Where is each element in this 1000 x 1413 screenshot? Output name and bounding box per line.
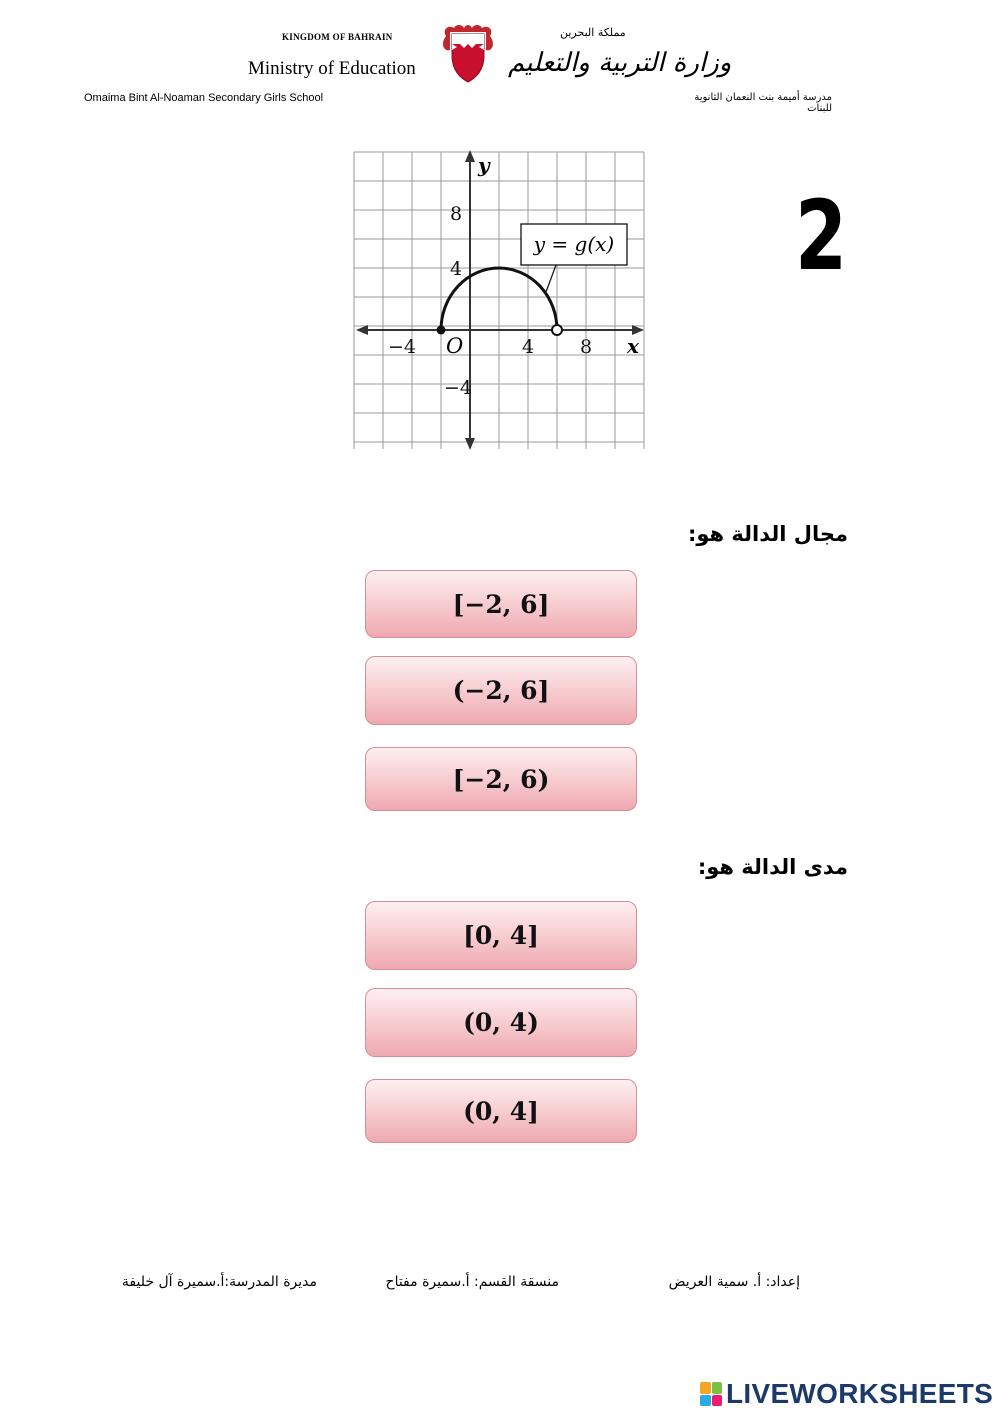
prepared-by: إعداد: أ. سمية العريض xyxy=(668,1274,800,1290)
logo-square-4 xyxy=(712,1395,723,1407)
liveworksheets-logo-icon xyxy=(700,1382,722,1406)
range-option-1[interactable]: [0, 4] xyxy=(365,901,637,970)
logo-square-1 xyxy=(700,1382,711,1394)
liveworksheets-brand[interactable] xyxy=(700,1378,993,1410)
logo-square-2 xyxy=(712,1382,723,1394)
function-graph xyxy=(350,148,648,452)
school-name-ar: مدرسة أميمة بنت النعمان الثانوية للبنات xyxy=(694,92,832,114)
kingdom-ar: مملكة البحرين xyxy=(560,26,626,39)
closed-endpoint xyxy=(437,326,446,335)
school-principal: مديرة المدرسة:أ.سميرة آل خليفة xyxy=(121,1274,317,1290)
x-tick-neg4: −4 xyxy=(388,336,417,358)
bahrain-emblem-icon xyxy=(440,22,496,84)
x-axis-label: x xyxy=(627,334,639,358)
y-tick-neg4: −4 xyxy=(444,377,473,399)
x-tick-4: 4 xyxy=(522,336,535,358)
ministry-en: Ministry of Education xyxy=(248,58,416,79)
x-tick-8: 8 xyxy=(580,336,593,358)
y-tick-8: 8 xyxy=(450,203,463,225)
brand-name: LIVEWORKSHEETS xyxy=(726,1378,994,1409)
domain-option-1[interactable]: [−2, 6] xyxy=(365,570,637,638)
question-number: 2 xyxy=(795,180,848,292)
domain-option-3[interactable]: [−2, 6) xyxy=(365,747,637,811)
y-axis-label: y xyxy=(478,153,490,177)
department-coordinator: منسقة القسم: أ.سميرة مفتاح xyxy=(385,1274,559,1290)
range-option-3[interactable]: (0, 4] xyxy=(365,1079,637,1143)
kingdom-en: KINGDOM OF BAHRAIN xyxy=(282,32,393,42)
open-endpoint xyxy=(552,325,562,335)
range-option-2[interactable]: (0, 4) xyxy=(365,988,637,1057)
domain-option-2[interactable]: (−2, 6] xyxy=(365,656,637,725)
school-name-en: Omaima Bint Al-Noaman Secondary Girls School xyxy=(84,92,324,104)
function-label: y = g(x) xyxy=(533,232,615,256)
origin-label: O xyxy=(446,334,464,358)
ministry-ar: وزارة التربية والتعليم xyxy=(508,48,732,78)
range-question-label: مدى الدالة هو: xyxy=(697,855,848,879)
y-tick-4: 4 xyxy=(450,258,463,280)
logo-square-3 xyxy=(700,1395,711,1407)
domain-question-label: مجال الدالة هو: xyxy=(687,522,848,546)
